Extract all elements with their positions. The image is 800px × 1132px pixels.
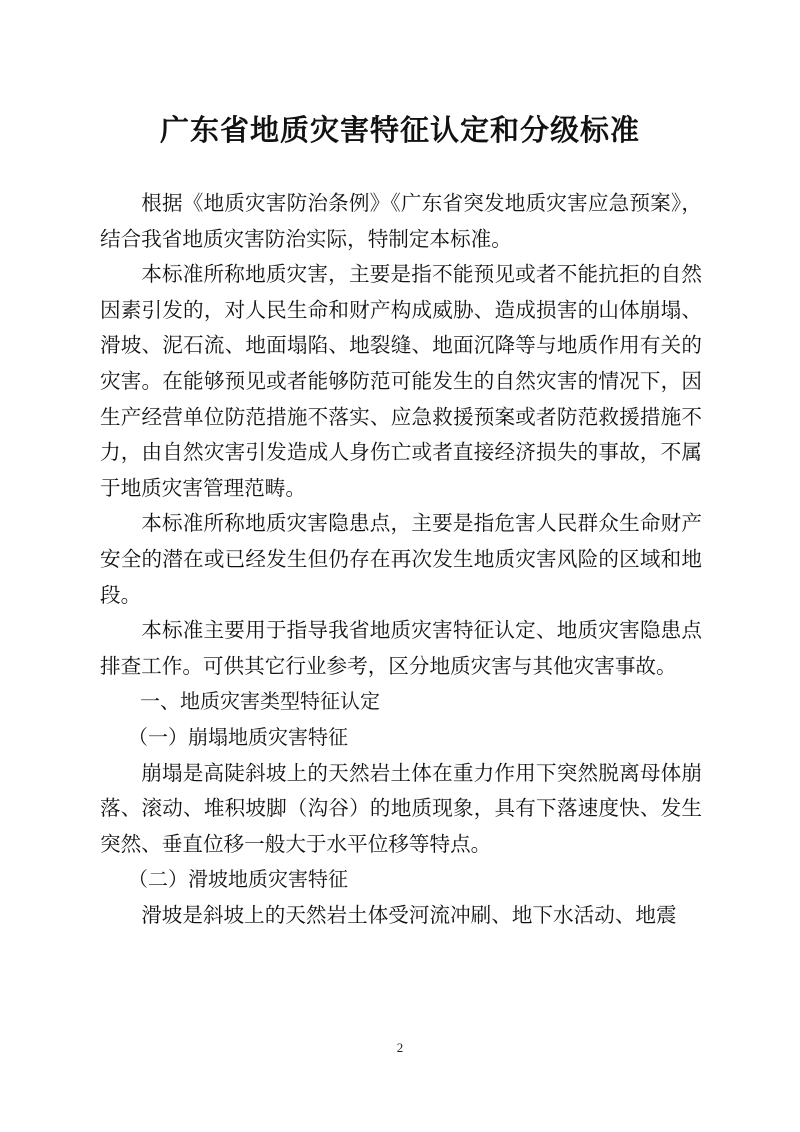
paragraph-scope: 本标准主要用于指导我省地质灾害特征认定、地质灾害隐患点排查工作。可供其它行业参考，区分地质灾害与其他灾害事故。 (100, 618, 702, 678)
paragraph-intro: 根据《地质灾害防治条例》《广东省突发地质灾害应急预案》，结合我省地质灾害防治实际，特制定本标准。 (100, 191, 702, 251)
subsection-heading-landslide: （二）滑坡地质灾害特征 (128, 867, 348, 892)
paragraph-hazard-site: 本标准所称地质灾害隐患点，主要是指危害人民群众生命财产安全的潜在或已经发生但仍存在再次发生地质灾害风险的区域和地段。 (100, 511, 702, 607)
paragraph-landslide: 滑坡是斜坡上的天然岩土体受河流冲刷、地下水活动、地震 (141, 902, 677, 927)
paragraph-definition: 本标准所称地质灾害，主要是指不能预见或者不能抗拒的自然因素引发的，对人民生命和财产构成威胁、造成损害的山体崩塌、滑坡、泥石流、地面塌陷、地裂缝、地面沉降等与地质作用有关的灾害。在能够预见或者能够防范可能发生的自然灾害的情况下，因生产经营单位防范措施不落实、应急救援预案或者防范救援措施不力，由自然灾害引发造成人身伤亡或者直接经济损失的事故，不属于地质灾害管理范畴。 (100, 262, 702, 500)
page-number: 2 (396, 1040, 404, 1055)
subsection-heading-collapse: （一）崩塌地质灾害特征 (128, 724, 348, 749)
document-title: 广东省地质灾害特征认定和分级标准 (159, 113, 640, 147)
document-body (100, 186, 702, 933)
paragraph-collapse: 崩塌是高陡斜坡上的天然岩土体在重力作用下突然脱离母体崩落、滚动、堆积坡脚（沟谷）的地质现象，具有下落速度快、发生突然、垂直位移一般大于水平位移等特点。 (100, 760, 702, 856)
section-heading: 一、地质灾害类型特征认定 (140, 689, 380, 714)
